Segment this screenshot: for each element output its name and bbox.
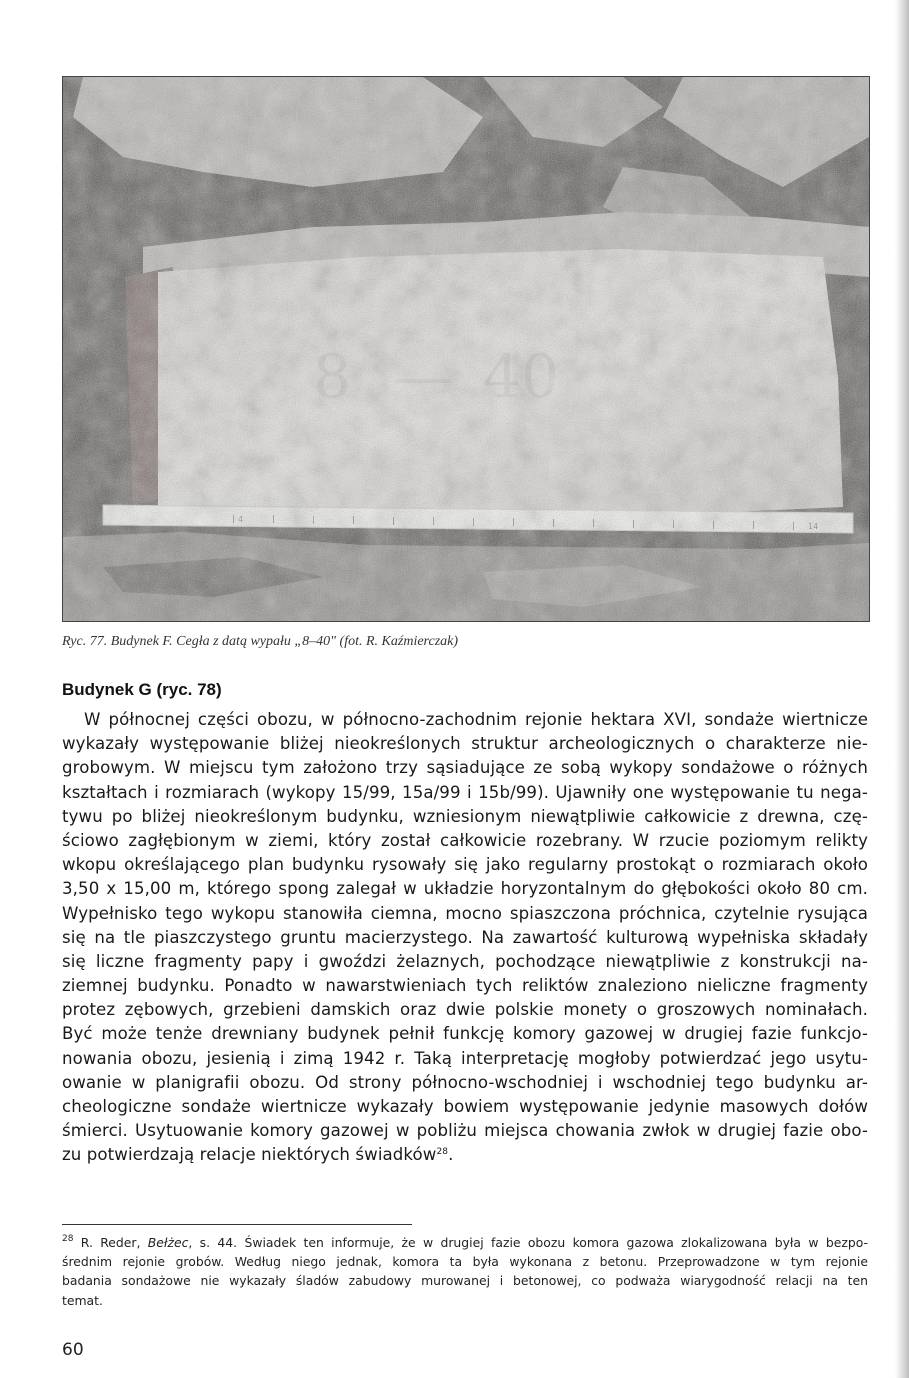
page-edge-shadow [895,0,909,1378]
footnote-line [62,1233,868,1252]
footnote-text: , s. 44. Świadek ten informuje, że w drugiej fazie obozu komora gazowa zlokalizowana była w bezpo- [188,1235,868,1250]
body-line: Wypełnisko tego wykopu stanowiła ciemna, mocno spiaszczona próchnica, czytelnie rysująca [62,903,868,923]
body-line: kształtach i rozmiarach (wykopy 15/99, 15a/99 i 15b/99). Ujawniły one występowanie tu nega- [62,782,868,802]
page-number: 60 [62,1340,84,1360]
body-line-last [62,1143,868,1167]
body-line: 3,50 x 15,00 m, którego spong zalegał w układzie horyzontalnym do głębokości około 80 cm. [62,879,868,899]
body-line: cheologiczne sondaże wiertnicze wykazały bowiem występowanie jedynie masowych dołów [62,1097,868,1116]
footnote [62,1233,868,1310]
body-line-text: zu potwierdzają relacje niektórych świadków [62,1145,437,1165]
footnote-reference[interactable]: 28 [436,1147,449,1158]
body-line: się liczne fragmenty papy i gwoździ żelaznych, pochodzące niewątpliwie z konstrukcji na- [62,951,868,971]
body-line: W północnej części obozu, w północno-zachodnim rejonie hektara XVI, sondaże wiertnicze [84,710,868,729]
section-heading: Budynek G (ryc. 78) [62,680,222,699]
body-line: wykazały występowanie bliżej nieokreślonych struktur archeologicznych o charakterze nie- [62,734,868,754]
body-line: się na tle piaszczystego gruntu macierzystego. Na zawartość kulturową wypełniska składały [62,927,868,947]
body-line: wkopu określającego plan budynku rysowały się jako regularny prostokąt o rozmiarach około [62,855,868,875]
footnote-line: średnim rejonie grobów. Według niego jednak, komora ta była wykonana z betonu. Przeprowadzone w tym rejonie [62,1254,868,1270]
footnote-author: R. Reder, [80,1235,141,1250]
footnote-number: 28 [62,1234,74,1244]
body-line: ściowo zagłębionym w ziemi, który został całkowicie rozebrany. W rzucie poziomym relikty [62,830,868,850]
photo-brick-figure [62,76,870,622]
body-paragraph [62,708,868,1168]
body-line: grobowym. W miejscu tym założono trzy sąsiadujące ze sobą wykopy sondażowe o różnych [62,758,868,778]
body-line: nowania obozu, jesienią i zimą 1942 r. Taką interpretację mogłoby potwierdzać jego usytu- [62,1048,868,1068]
footnote-title: Bełżec [147,1235,189,1250]
body-line: Być może tenże drewniany budynek pełnił funkcję komory gazowej w drugiej fazie funkcjo- [62,1024,868,1044]
body-line: owanie w planigrafii obozu. Od strony północno-wschodniej i wschodniej tego budynku ar- [62,1072,868,1092]
sentence-end: . [448,1145,454,1165]
body-line: śmierci. Usytuowanie komory gazowej w pobliżu miejsca chowania zwłok w drugiej fazie obo- [62,1121,868,1141]
figure-caption: Ryc. 77. Budynek F. Cegła z datą wypału „8–40" (fot. R. Kaźmierczak) [62,634,459,649]
body-line: ziemnej budynku. Ponadto w nawarstwieniach tych reliktów znaleziono nieliczne fragmenty [62,976,868,996]
footnote-line: temat. [62,1292,103,1308]
body-line: tywu po bliżej nieokreślonym budynku, wzniesionym niewątpliwie całkowicie z drewna, czę- [62,806,868,826]
footnote-line: badania sondażowe nie wykazały śladów zabudowy murowanej i betonowej, co podważa wiarygodność relacji na ten [62,1273,868,1289]
footnote-divider [62,1224,412,1225]
body-line: protez zębowych, grzebieni damskich oraz dwie polskie monety o groszowych nominałach. [62,1000,868,1020]
